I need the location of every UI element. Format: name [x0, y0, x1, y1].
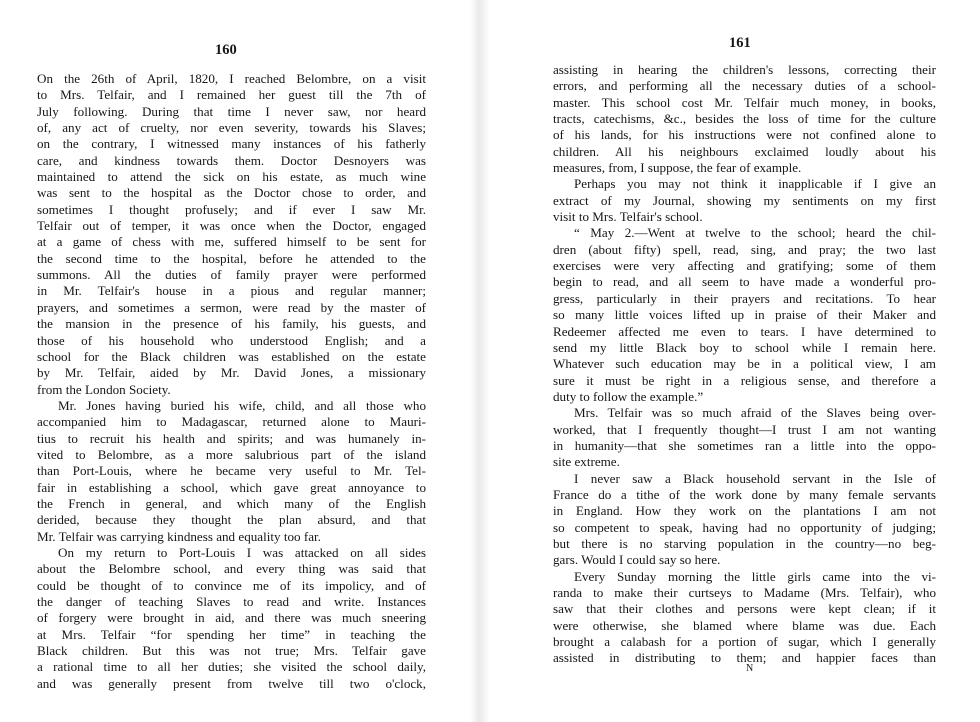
text-line: On the 26th of April, 1820, I reached Belombre, on a visit	[37, 71, 426, 86]
text-line: sure it must be right in a religious sense, and therefore a	[553, 372, 936, 388]
text-line: were otherwise, she blamed where blame was due. Each	[553, 617, 936, 633]
text-line: France do a tithe of the work done by many female servants	[553, 486, 936, 502]
page-number: 160	[215, 42, 237, 58]
text-line: gress, particularly in their prayers and recitations. To hear	[553, 290, 936, 306]
text-line: a rational time to all her duties; she visited the school daily,	[37, 659, 426, 675]
text-line: I never saw a Black household servant in the Isle of	[574, 470, 936, 486]
text-line: Telfair out of temper, it was once when the Doctor, engaged	[37, 218, 426, 234]
text-line: brought a calabash for a portion of sugar, which I generally	[553, 634, 936, 650]
text-line: prayers, and sometimes a sermon, were read by the master of	[37, 299, 426, 315]
text-line: than Port-Louis, where he became very useful to Mr. Tel-	[37, 463, 426, 479]
text-line: the second time to the hospital, before he attended to the	[37, 250, 426, 266]
text-line: children. All his neighbours exclaimed loudly about his	[553, 143, 936, 159]
text-line: so many little voices lifted up in praise of their Maker and	[553, 307, 936, 323]
text-line: send my little Black boy to school while I remain here.	[553, 339, 936, 355]
book-gutter	[470, 0, 490, 722]
text-line: Every Sunday morning the little girls came into the vi-	[574, 568, 936, 584]
text-line: care, and kindness towards them. Doctor Desnoyers was	[37, 152, 426, 168]
right-page	[490, 0, 980, 722]
text-line: in humanity—that she sometimes ran a little into the oppo-	[553, 437, 936, 453]
text-line: Redeemer affected me even to tears. I have determined to	[553, 323, 936, 339]
text-line: maintained to attend the sick on his estate, as much wine	[37, 169, 426, 185]
text-line: in England. How they work on the plantations I am not	[553, 503, 936, 519]
signature-mark: N	[746, 663, 754, 674]
left-page	[0, 0, 468, 722]
text-line: Mrs. Telfair was so much afraid of the Slaves being over-	[574, 405, 936, 421]
text-line: those of his household who understood English; and a	[37, 332, 426, 348]
text-line: summons. All the duties of family prayer were performed	[37, 267, 426, 283]
text-line: “ May 2.—Went at twelve to the school; heard the chil-	[574, 225, 936, 241]
text-line: of, any act of cruelty, nor even severity, towards his Slaves;	[37, 120, 426, 136]
text-line: extract of my Journal, showing my sentiments on my first	[553, 192, 936, 208]
text-line: at a game of chess with me, suffered himself to be sent for	[37, 234, 426, 250]
text-line: dren (about fifty) spell, read, sing, and pray; the two last	[553, 241, 936, 257]
text-line: but there is no starving population in the country—no beg-	[553, 535, 936, 551]
text-line: the mansion in the presence of his family, his guests, and	[37, 316, 426, 332]
text-line: the danger of teaching Slaves to read and write. Instances	[37, 594, 426, 609]
text-line: at Mrs. Telfair “for spending her time” in teaching the	[37, 626, 426, 642]
text-line: to Mrs. Telfair, and I remained her guest till the 7th of	[37, 87, 426, 103]
text-line: and was generally present from twelve till two o'clock,	[37, 675, 426, 691]
text-line: derided, because they thought the plan absurd, and that	[37, 512, 426, 528]
text-line: so competent to speak, having had no opportunity of judging;	[553, 519, 936, 535]
text-line: site extreme.	[553, 454, 620, 470]
text-line: was sent to the hospital as the Doctor chose to order, and	[37, 185, 426, 201]
text-line: tius to recruit his health and spirits; and was humanely in-	[37, 430, 426, 446]
text-line: Perhaps you may not think it inapplicable if I give an	[574, 176, 936, 192]
text-line: saw that their clothes and persons were kept clean; if it	[553, 601, 936, 617]
text-line: the French in general, and which many of the English	[37, 495, 426, 511]
text-line: in Mr. Telfair's house in a pious and regular manner;	[37, 283, 426, 299]
text-line: of forgery were brought in aid, and there was much sneering	[37, 610, 426, 626]
text-line: worked, that I frequently thought—I trust I am not wanting	[553, 421, 936, 437]
text-line: On my return to Port-Louis I was attacked on all sides	[58, 544, 426, 560]
text-line: begin to read, and all seem to have made a wonderful pro-	[553, 274, 936, 290]
text-line: Whatever such education may be in a political view, I am	[553, 356, 936, 372]
text-line: accompanied him to Madagascar, returned alone to Mauri-	[37, 414, 426, 430]
text-line: Black children. But this was not true; Mrs. Telfair gave	[37, 643, 426, 659]
text-line: assisting in hearing the children's lessons, correcting their	[553, 62, 936, 77]
text-line: duty to follow the example.”	[553, 388, 704, 404]
text-line: of his lands, for his instructions were not confined alone to	[553, 127, 936, 143]
text-line: assisted in distributing to them; and happier faces than	[553, 650, 936, 666]
text-line: fair in establishing a school, which gave great annoyance to	[37, 479, 426, 495]
text-line: could be thought of to convince me of its impolicy, and of	[37, 577, 426, 593]
text-line: master. This school cost Mr. Telfair much money, in books,	[553, 94, 936, 110]
text-line: visit to Mrs. Telfair's school.	[553, 209, 703, 225]
text-line: exercises were very affecting and gratifying; some of them	[553, 258, 936, 274]
text-line: errors, and performing all the necessary duties of a school-	[553, 78, 936, 94]
text-line: from the London Society.	[37, 381, 171, 397]
text-line: gars. Would I could say so here.	[553, 552, 721, 568]
text-line: randa to make their curtseys to Madame (Mrs. Telfair), who	[553, 585, 936, 600]
text-line: sometimes I thought profusely; and if ever I saw Mr.	[37, 201, 426, 217]
page-text	[553, 62, 936, 667]
text-line: vited to Belombre, as a more salubrious part of the island	[37, 446, 426, 462]
text-line: measures, from, I suppose, the fear of example.	[553, 160, 802, 176]
page-number: 161	[729, 35, 751, 51]
text-line: Mr. Telfair was carrying kindness and equality too far.	[37, 528, 321, 544]
text-line: about the Belombre school, and every thing was said that	[37, 561, 426, 577]
text-line: July following. During that time I never saw, nor heard	[37, 103, 426, 119]
text-line: tracts, catechisms, &c., besides the loss of time for the culture	[553, 111, 936, 127]
page-text	[37, 71, 426, 692]
text-line: on the contrary, I witnessed many instances of his fatherly	[37, 136, 426, 152]
text-line: Mr. Jones having buried his wife, child, and all those who	[58, 397, 426, 413]
text-line: school for the Black children was established on the estate	[37, 348, 426, 364]
text-line: by Mr. Telfair, aided by Mr. David Jones, a missionary	[37, 365, 426, 381]
